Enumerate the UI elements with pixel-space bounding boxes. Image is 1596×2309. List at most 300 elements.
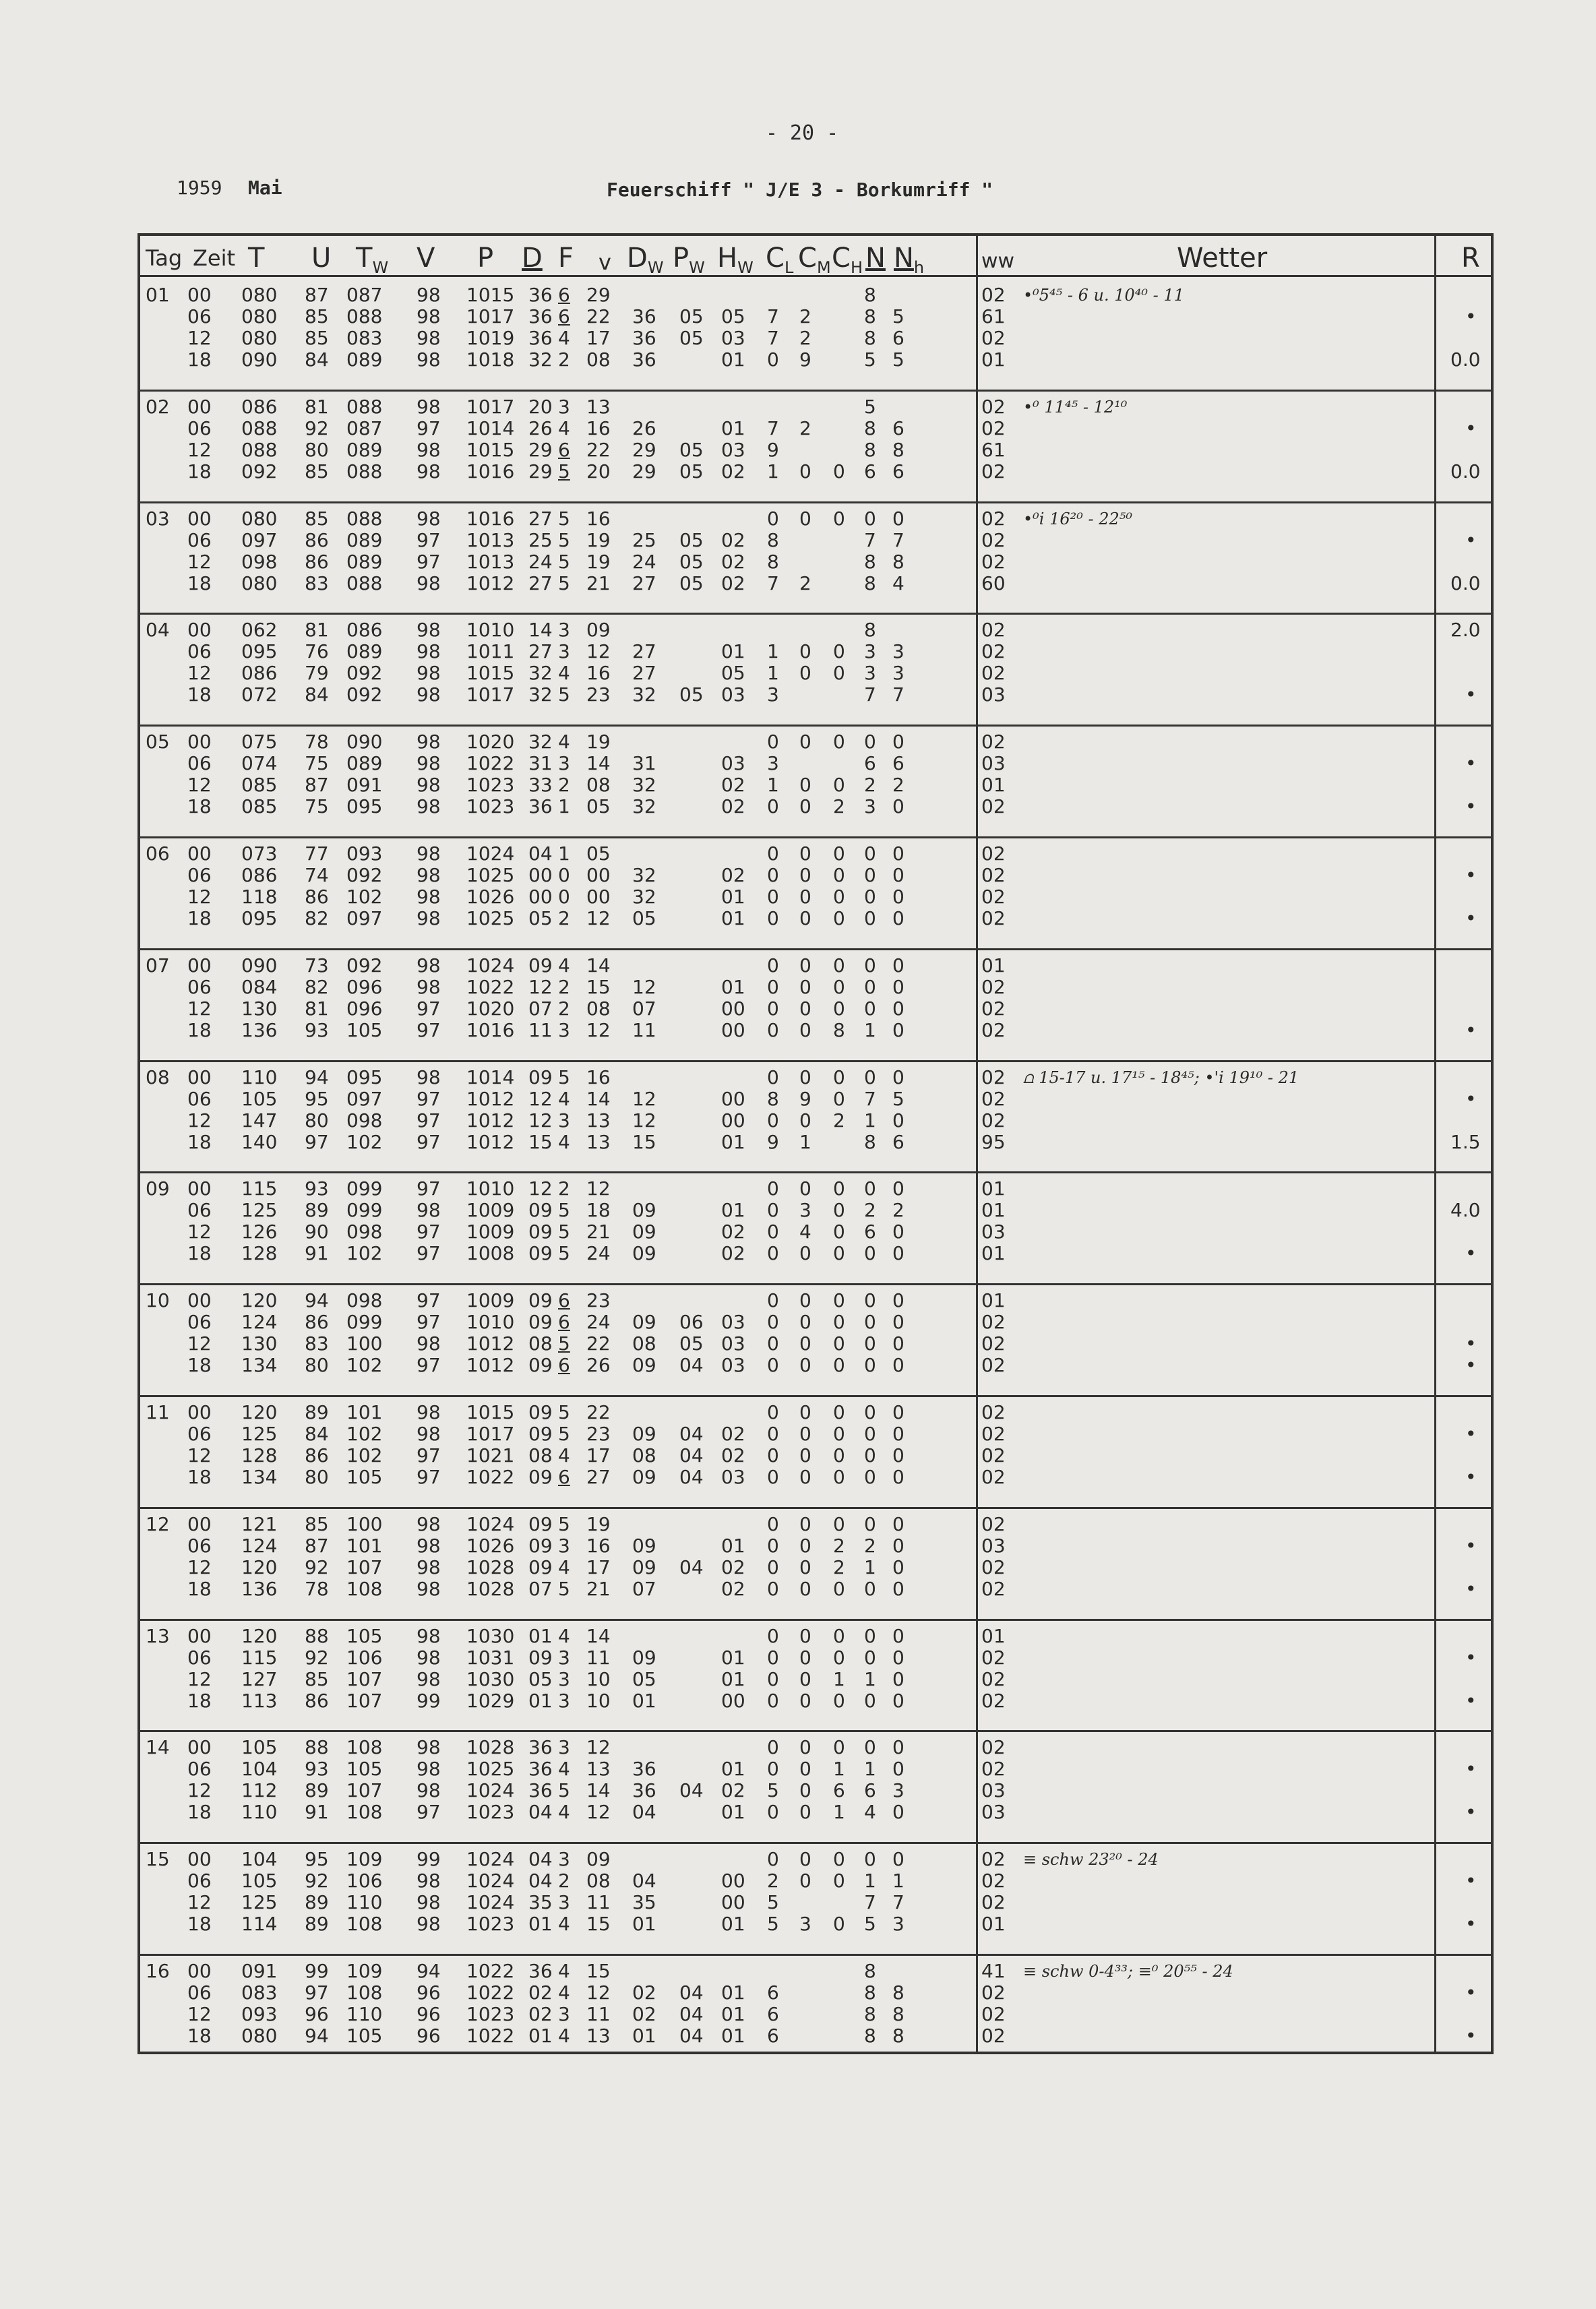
cell-v: 98 bbox=[417, 640, 441, 663]
cell-pw: 04 bbox=[679, 1444, 704, 1467]
cell-nh: 0 bbox=[892, 864, 904, 886]
cell-ww: 02 bbox=[981, 1667, 1006, 1690]
cell-v-speed: 16 bbox=[586, 1066, 611, 1088]
cell-t: 088 bbox=[241, 417, 278, 439]
cell-v-speed: 12 bbox=[586, 907, 611, 929]
cell-zeit: 12 bbox=[187, 1109, 212, 1132]
cell-tw: 106 bbox=[346, 1870, 383, 1892]
day-divider bbox=[140, 1619, 1491, 1621]
cell-hw: 02 bbox=[721, 864, 745, 886]
cell-pw: 05 bbox=[679, 683, 704, 706]
cell-u: 85 bbox=[305, 327, 329, 349]
cell-u: 80 bbox=[305, 438, 329, 461]
cell-v: 98 bbox=[417, 1646, 441, 1669]
cell-cl: 0 bbox=[767, 1242, 779, 1265]
cell-d: 12 bbox=[528, 1177, 553, 1200]
cell-n: 0 bbox=[864, 997, 876, 1020]
cell-cl: 1 bbox=[767, 662, 779, 685]
cell-p: 1022 bbox=[466, 1960, 515, 1982]
cell-tw: 089 bbox=[346, 438, 383, 461]
cell-zeit: 18 bbox=[187, 907, 212, 929]
cell-n: 0 bbox=[864, 1624, 876, 1647]
cell-f: 4 bbox=[558, 1444, 570, 1467]
cell-pw: 05 bbox=[679, 460, 704, 483]
cell-cl: 6 bbox=[767, 2003, 779, 2025]
cell-v-speed: 27 bbox=[586, 1466, 611, 1488]
cell-t: 090 bbox=[241, 954, 278, 977]
cell-nh: 7 bbox=[892, 683, 904, 706]
cell-hw: 03 bbox=[721, 1354, 745, 1377]
cell-v: 97 bbox=[417, 417, 441, 439]
cell-cm: 0 bbox=[799, 1332, 811, 1355]
cell-v: 98 bbox=[417, 1736, 441, 1759]
cell-ch: 0 bbox=[833, 640, 845, 663]
cell-ch: 2 bbox=[833, 795, 845, 818]
cell-cm: 2 bbox=[799, 305, 811, 328]
cell-ww: 02 bbox=[981, 1736, 1006, 1759]
cell-cl: 0 bbox=[767, 1801, 779, 1824]
cell-ch: 0 bbox=[833, 460, 845, 483]
cell-nh: 0 bbox=[892, 954, 904, 977]
cell-ww: 02 bbox=[981, 1109, 1006, 1132]
cell-v-speed: 12 bbox=[586, 1801, 611, 1824]
cell-v-speed: 12 bbox=[586, 640, 611, 663]
cell-zeit: 18 bbox=[187, 1242, 212, 1265]
cell-zeit: 06 bbox=[187, 1870, 212, 1892]
r-dot: • bbox=[1465, 1242, 1477, 1265]
cell-v: 98 bbox=[417, 1401, 441, 1423]
cell-v: 98 bbox=[417, 864, 441, 886]
cell-d: 36 bbox=[528, 1736, 553, 1759]
cell-ch: 6 bbox=[833, 1779, 845, 1802]
cell-dw: 09 bbox=[632, 1466, 656, 1488]
cell-n: 1 bbox=[864, 1018, 876, 1041]
cell-n: 0 bbox=[864, 731, 876, 753]
cell-v-speed: 16 bbox=[586, 662, 611, 685]
cell-v-speed: 21 bbox=[586, 572, 611, 594]
cell-p: 1024 bbox=[466, 842, 515, 865]
cell-cl: 7 bbox=[767, 572, 779, 594]
cell-tw: 102 bbox=[346, 1423, 383, 1445]
cell-tw: 088 bbox=[346, 507, 383, 530]
cell-hw: 01 bbox=[721, 1981, 745, 2004]
cell-cl: 0 bbox=[767, 1401, 779, 1423]
cell-nh: 0 bbox=[892, 1066, 904, 1088]
r-dot: • bbox=[1465, 907, 1477, 929]
cell-p: 1012 bbox=[466, 1087, 515, 1110]
day-divider bbox=[140, 1842, 1491, 1844]
cell-tw: 095 bbox=[346, 1066, 383, 1088]
cell-f: 5 bbox=[558, 1066, 570, 1088]
cell-f: 4 bbox=[558, 1556, 570, 1578]
cell-u: 79 bbox=[305, 662, 329, 685]
cell-cl: 0 bbox=[767, 1199, 779, 1222]
cell-u: 78 bbox=[305, 731, 329, 753]
cell-nh: 0 bbox=[892, 975, 904, 998]
cell-n: 0 bbox=[864, 1646, 876, 1669]
cell-d: 09 bbox=[528, 1534, 553, 1557]
cell-u: 87 bbox=[305, 1534, 329, 1557]
cell-nh: 0 bbox=[892, 1577, 904, 1600]
cell-t: 124 bbox=[241, 1534, 278, 1557]
cell-zeit: 18 bbox=[187, 2025, 212, 2047]
cell-cl: 1 bbox=[767, 774, 779, 797]
cell-zeit: 18 bbox=[187, 1913, 212, 1936]
r-dot: • bbox=[1465, 1981, 1477, 2004]
cell-f: 6 bbox=[558, 284, 570, 306]
cell-u: 81 bbox=[305, 997, 329, 1020]
cell-tw: 093 bbox=[346, 842, 383, 865]
cell-v-speed: 09 bbox=[586, 619, 611, 642]
cell-cm: 2 bbox=[799, 327, 811, 349]
cell-t: 120 bbox=[241, 1289, 278, 1312]
cell-n: 8 bbox=[864, 327, 876, 349]
cell-u: 90 bbox=[305, 1221, 329, 1243]
cell-cm: 0 bbox=[799, 640, 811, 663]
cell-f: 5 bbox=[558, 572, 570, 594]
cell-ch: 0 bbox=[833, 1177, 845, 1200]
cell-u: 91 bbox=[305, 1801, 329, 1824]
cell-nh: 0 bbox=[892, 1242, 904, 1265]
cell-v-speed: 05 bbox=[586, 795, 611, 818]
cell-p: 1030 bbox=[466, 1624, 515, 1647]
cell-n: 7 bbox=[864, 1087, 876, 1110]
cell-zeit: 00 bbox=[187, 619, 212, 642]
cell-f: 5 bbox=[558, 1242, 570, 1265]
cell-hw: 02 bbox=[721, 528, 745, 551]
cell-v: 97 bbox=[417, 1466, 441, 1488]
cell-v-speed: 08 bbox=[586, 1870, 611, 1892]
cell-v: 98 bbox=[417, 1624, 441, 1647]
cell-hw: 03 bbox=[721, 1311, 745, 1334]
cell-u: 95 bbox=[305, 1848, 329, 1871]
cell-d: 27 bbox=[528, 507, 553, 530]
cell-t: 147 bbox=[241, 1109, 278, 1132]
cell-v-speed: 00 bbox=[586, 864, 611, 886]
cell-u: 82 bbox=[305, 907, 329, 929]
cell-v-speed: 16 bbox=[586, 507, 611, 530]
cell-v: 97 bbox=[417, 1801, 441, 1824]
cell-d: 32 bbox=[528, 348, 553, 371]
cell-p: 1023 bbox=[466, 2003, 515, 2025]
cell-t: 074 bbox=[241, 752, 278, 775]
cell-v: 98 bbox=[417, 954, 441, 977]
r-dot: • bbox=[1465, 1870, 1477, 1892]
cell-d: 27 bbox=[528, 572, 553, 594]
cell-ch: 0 bbox=[833, 1848, 845, 1871]
cell-n: 8 bbox=[864, 417, 876, 439]
cell-u: 89 bbox=[305, 1913, 329, 1936]
cell-ww: 02 bbox=[981, 795, 1006, 818]
cell-ww: 02 bbox=[981, 1311, 1006, 1334]
cell-hw: 05 bbox=[721, 662, 745, 685]
cell-cl: 8 bbox=[767, 1087, 779, 1110]
cell-t: 130 bbox=[241, 1332, 278, 1355]
cell-zeit: 00 bbox=[187, 842, 212, 865]
cell-v: 98 bbox=[417, 395, 441, 418]
cell-tw: 098 bbox=[346, 1221, 383, 1243]
cell-p: 1012 bbox=[466, 572, 515, 594]
cell-u: 85 bbox=[305, 460, 329, 483]
cell-n: 0 bbox=[864, 886, 876, 908]
cell-tw: 092 bbox=[346, 954, 383, 977]
cell-n: 0 bbox=[864, 507, 876, 530]
cell-dw: 12 bbox=[632, 1087, 656, 1110]
cell-cl: 1 bbox=[767, 640, 779, 663]
cell-ww: 02 bbox=[981, 284, 1006, 306]
cell-p: 1009 bbox=[466, 1289, 515, 1312]
cell-u: 94 bbox=[305, 1066, 329, 1088]
cell-hw: 01 bbox=[721, 1801, 745, 1824]
cell-v: 97 bbox=[417, 1444, 441, 1467]
cell-f: 3 bbox=[558, 1534, 570, 1557]
cell-v: 96 bbox=[417, 1981, 441, 2004]
cell-cl: 0 bbox=[767, 842, 779, 865]
cell-n: 3 bbox=[864, 795, 876, 818]
cell-p: 1017 bbox=[466, 1423, 515, 1445]
cell-t: 086 bbox=[241, 662, 278, 685]
cell-cm: 3 bbox=[799, 1199, 811, 1222]
cell-v-speed: 19 bbox=[586, 550, 611, 573]
cell-d: 09 bbox=[528, 1401, 553, 1423]
cell-v: 99 bbox=[417, 1848, 441, 1871]
cell-hw: 03 bbox=[721, 1332, 745, 1355]
cell-nh: 5 bbox=[892, 348, 904, 371]
cell-t: 062 bbox=[241, 619, 278, 642]
cell-d: 09 bbox=[528, 1646, 553, 1669]
cell-nh: 0 bbox=[892, 1018, 904, 1041]
cell-v-speed: 26 bbox=[586, 1354, 611, 1377]
cell-dw: 04 bbox=[632, 1870, 656, 1892]
cell-hw: 00 bbox=[721, 1891, 745, 1914]
weather-table bbox=[137, 233, 1494, 2054]
cell-zeit: 12 bbox=[187, 886, 212, 908]
cell-v: 98 bbox=[417, 1870, 441, 1892]
cell-d: 09 bbox=[528, 1556, 553, 1578]
cell-u: 78 bbox=[305, 1577, 329, 1600]
cell-d: 32 bbox=[528, 731, 553, 753]
cell-dw: 36 bbox=[632, 1779, 656, 1802]
cell-cm: 9 bbox=[799, 1087, 811, 1110]
cell-hw: 01 bbox=[721, 1667, 745, 1690]
cell-dw: 36 bbox=[632, 327, 656, 349]
day-divider bbox=[140, 1507, 1491, 1509]
cell-cm: 0 bbox=[799, 795, 811, 818]
cell-n: 2 bbox=[864, 1199, 876, 1222]
cell-n: 6 bbox=[864, 752, 876, 775]
cell-v-speed: 21 bbox=[586, 1221, 611, 1243]
cell-v-speed: 21 bbox=[586, 1577, 611, 1600]
cell-v-speed: 24 bbox=[586, 1242, 611, 1265]
cell-n: 0 bbox=[864, 1512, 876, 1535]
cell-ww: 01 bbox=[981, 954, 1006, 977]
cell-zeit: 18 bbox=[187, 460, 212, 483]
r-value: 2.0 bbox=[1450, 619, 1481, 642]
cell-f: 5 bbox=[558, 1577, 570, 1600]
cell-p: 1023 bbox=[466, 1801, 515, 1824]
cell-v-speed: 13 bbox=[586, 1130, 611, 1153]
cell-t: 112 bbox=[241, 1779, 278, 1802]
cell-f: 4 bbox=[558, 1981, 570, 2004]
cell-ch: 2 bbox=[833, 1556, 845, 1578]
cell-p: 1031 bbox=[466, 1646, 515, 1669]
cell-u: 84 bbox=[305, 1423, 329, 1445]
cell-f: 2 bbox=[558, 774, 570, 797]
cell-t: 080 bbox=[241, 305, 278, 328]
cell-cl: 0 bbox=[767, 1177, 779, 1200]
cell-hw: 02 bbox=[721, 1242, 745, 1265]
cell-t: 110 bbox=[241, 1066, 278, 1088]
cell-dw: 32 bbox=[632, 683, 656, 706]
cell-nh: 2 bbox=[892, 774, 904, 797]
cell-n: 8 bbox=[864, 1960, 876, 1982]
cell-t: 125 bbox=[241, 1423, 278, 1445]
cell-u: 99 bbox=[305, 1960, 329, 1982]
cell-zeit: 12 bbox=[187, 2003, 212, 2025]
cell-ch: 0 bbox=[833, 954, 845, 977]
col-header-tag: Tag bbox=[146, 245, 183, 271]
r-dot: • bbox=[1465, 752, 1477, 775]
cell-v: 98 bbox=[417, 327, 441, 349]
cell-p: 1015 bbox=[466, 662, 515, 685]
cell-f: 6 bbox=[558, 1289, 570, 1312]
cell-p: 1026 bbox=[466, 886, 515, 908]
cell-n: 0 bbox=[864, 1466, 876, 1488]
cell-zeit: 18 bbox=[187, 1018, 212, 1041]
col-header-hw: $H_W$ bbox=[717, 243, 754, 277]
r-dot: • bbox=[1465, 1087, 1477, 1110]
cell-zeit: 12 bbox=[187, 1779, 212, 1802]
cell-d: 35 bbox=[528, 1891, 553, 1914]
cell-cl: 5 bbox=[767, 1913, 779, 1936]
cell-tw: 101 bbox=[346, 1401, 383, 1423]
cell-ch: 0 bbox=[833, 997, 845, 1020]
cell-v: 98 bbox=[417, 662, 441, 685]
day-number: 04 bbox=[146, 619, 170, 642]
cell-zeit: 12 bbox=[187, 1221, 212, 1243]
cell-cm: 0 bbox=[799, 1512, 811, 1535]
cell-cm: 0 bbox=[799, 1689, 811, 1712]
cell-n: 8 bbox=[864, 284, 876, 306]
cell-hw: 01 bbox=[721, 348, 745, 371]
cell-v: 98 bbox=[417, 572, 441, 594]
cell-tw: 088 bbox=[346, 305, 383, 328]
cell-nh: 0 bbox=[892, 1401, 904, 1423]
cell-p: 1022 bbox=[466, 975, 515, 998]
cell-v: 98 bbox=[417, 1066, 441, 1088]
cell-dw: 09 bbox=[632, 1646, 656, 1669]
cell-hw: 00 bbox=[721, 1870, 745, 1892]
cell-ch: 0 bbox=[833, 1577, 845, 1600]
cell-t: 085 bbox=[241, 774, 278, 797]
cell-f: 6 bbox=[558, 438, 570, 461]
day-divider bbox=[140, 501, 1491, 503]
cell-v: 98 bbox=[417, 1667, 441, 1690]
cell-tw: 106 bbox=[346, 1646, 383, 1669]
cell-nh: 0 bbox=[892, 1667, 904, 1690]
cell-n: 0 bbox=[864, 1066, 876, 1088]
cell-ww: 02 bbox=[981, 550, 1006, 573]
cell-cm: 0 bbox=[799, 1848, 811, 1871]
cell-d: 08 bbox=[528, 1444, 553, 1467]
cell-tw: 097 bbox=[346, 907, 383, 929]
cell-t: 120 bbox=[241, 1401, 278, 1423]
cell-zeit: 00 bbox=[187, 1512, 212, 1535]
cell-d: 29 bbox=[528, 460, 553, 483]
cell-cm: 0 bbox=[799, 1870, 811, 1892]
cell-v-speed: 11 bbox=[586, 2003, 611, 2025]
cell-dw: 09 bbox=[632, 1534, 656, 1557]
cell-v: 97 bbox=[417, 1109, 441, 1132]
cell-d: 09 bbox=[528, 954, 553, 977]
cell-v: 98 bbox=[417, 1913, 441, 1936]
cell-t: 134 bbox=[241, 1354, 278, 1377]
cell-hw: 01 bbox=[721, 640, 745, 663]
cell-dw: 05 bbox=[632, 907, 656, 929]
cell-t: 104 bbox=[241, 1848, 278, 1871]
cell-dw: 09 bbox=[632, 1199, 656, 1222]
cell-u: 86 bbox=[305, 528, 329, 551]
cell-tw: 102 bbox=[346, 1242, 383, 1265]
cell-f: 6 bbox=[558, 1311, 570, 1334]
cell-cm: 0 bbox=[799, 997, 811, 1020]
cell-d: 09 bbox=[528, 1311, 553, 1334]
cell-pw: 04 bbox=[679, 1354, 704, 1377]
cell-d: 29 bbox=[528, 438, 553, 461]
cell-ww: 02 bbox=[981, 864, 1006, 886]
cell-tw: 108 bbox=[346, 1577, 383, 1600]
cell-ww: 02 bbox=[981, 1332, 1006, 1355]
page-number: - 20 - bbox=[765, 121, 839, 145]
cell-t: 121 bbox=[241, 1512, 278, 1535]
cell-hw: 03 bbox=[721, 438, 745, 461]
cell-p: 1017 bbox=[466, 683, 515, 706]
cell-d: 36 bbox=[528, 795, 553, 818]
cell-v: 97 bbox=[417, 528, 441, 551]
day-divider bbox=[140, 1060, 1491, 1062]
cell-ww: 02 bbox=[981, 1848, 1006, 1871]
cell-v-speed: 16 bbox=[586, 417, 611, 439]
cell-v: 97 bbox=[417, 1087, 441, 1110]
cell-p: 1010 bbox=[466, 619, 515, 642]
r-dot: • bbox=[1465, 2025, 1477, 2047]
cell-d: 32 bbox=[528, 662, 553, 685]
cell-ch: 0 bbox=[833, 1221, 845, 1243]
cell-tw: 107 bbox=[346, 1689, 383, 1712]
cell-f: 0 bbox=[558, 864, 570, 886]
cell-ww: 02 bbox=[981, 507, 1006, 530]
cell-v: 97 bbox=[417, 997, 441, 1020]
cell-hw: 01 bbox=[721, 1199, 745, 1222]
r-dot: • bbox=[1465, 1534, 1477, 1557]
cell-zeit: 00 bbox=[187, 1624, 212, 1647]
cell-hw: 02 bbox=[721, 1423, 745, 1445]
day-divider bbox=[140, 836, 1491, 838]
cell-v: 98 bbox=[417, 348, 441, 371]
cell-u: 84 bbox=[305, 683, 329, 706]
cell-cm: 0 bbox=[799, 975, 811, 998]
cell-n: 0 bbox=[864, 975, 876, 998]
day-number: 02 bbox=[146, 395, 170, 418]
cell-f: 2 bbox=[558, 1177, 570, 1200]
cell-ww: 02 bbox=[981, 1870, 1006, 1892]
r-dot: • bbox=[1465, 1577, 1477, 1600]
cell-hw: 02 bbox=[721, 774, 745, 797]
cell-n: 0 bbox=[864, 1242, 876, 1265]
cell-d: 09 bbox=[528, 1242, 553, 1265]
cell-tw: 105 bbox=[346, 2025, 383, 2047]
cell-zeit: 06 bbox=[187, 1423, 212, 1445]
